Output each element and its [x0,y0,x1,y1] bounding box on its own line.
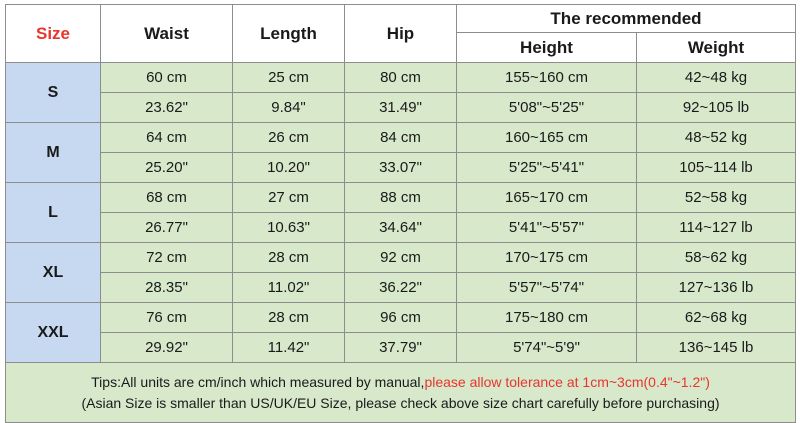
cell-height-ft-m: 5'25"~5'41" [457,153,637,183]
cell-hip-in-s: 31.49" [345,93,457,123]
cell-height-cm-xl: 170~175 cm [457,243,637,273]
cell-height-ft-xxl: 5'74"~5'9" [457,333,637,363]
cell-weight-lb-xl: 127~136 lb [637,273,796,303]
cell-length-in-l: 10.63" [233,213,345,243]
header-size: Size [6,5,101,63]
cell-waist-cm-xl: 72 cm [101,243,233,273]
cell-hip-in-xl: 36.22" [345,273,457,303]
cell-height-cm-m: 160~165 cm [457,123,637,153]
table-row [6,93,796,123]
footer-note-row [6,363,796,423]
cell-waist-cm-xxl: 76 cm [101,303,233,333]
cell-weight-lb-l: 114~127 lb [637,213,796,243]
size-label-l: L [6,183,101,243]
cell-height-ft-xl: 5'57"~5'74" [457,273,637,303]
header-recommended: The recommended [457,5,796,33]
cell-height-cm-l: 165~170 cm [457,183,637,213]
cell-height-cm-s: 155~160 cm [457,63,637,93]
header-length: Length [233,5,345,63]
cell-length-cm-s: 25 cm [233,63,345,93]
size-chart-table [5,4,796,423]
cell-hip-cm-m: 84 cm [345,123,457,153]
header-hip: Hip [345,5,457,63]
size-label-xxl: XXL [6,303,101,363]
cell-hip-in-l: 34.64" [345,213,457,243]
cell-length-in-s: 9.84" [233,93,345,123]
note-line-1-tolerance: please allow tolerance at 1cm~3cm(0.4"~1.2") [424,374,710,391]
note-line-1 [6,372,795,392]
size-label-xl: XL [6,243,101,303]
cell-length-in-xxl: 11.42" [233,333,345,363]
cell-weight-kg-xxl: 62~68 kg [637,303,796,333]
cell-weight-lb-m: 105~114 lb [637,153,796,183]
table-row [6,243,796,273]
header-height: Height [457,33,637,63]
cell-waist-in-m: 25.20" [101,153,233,183]
table-row [6,273,796,303]
table-row [6,213,796,243]
cell-length-cm-xl: 28 cm [233,243,345,273]
cell-hip-in-m: 33.07" [345,153,457,183]
header-waist: Waist [101,5,233,63]
table-header-row-1 [6,5,796,33]
table-row [6,153,796,183]
header-weight: Weight [637,33,796,63]
cell-hip-cm-s: 80 cm [345,63,457,93]
cell-hip-cm-l: 88 cm [345,183,457,213]
cell-weight-kg-s: 42~48 kg [637,63,796,93]
cell-waist-cm-l: 68 cm [101,183,233,213]
cell-length-in-m: 10.20" [233,153,345,183]
table-row [6,123,796,153]
table-row [6,63,796,93]
note-line-1-prefix: Tips:All units are cm/inch which measured by manual, [91,374,425,391]
cell-waist-cm-s: 60 cm [101,63,233,93]
cell-waist-in-xl: 28.35" [101,273,233,303]
cell-waist-in-xxl: 29.92" [101,333,233,363]
cell-waist-in-s: 23.62" [101,93,233,123]
cell-hip-in-xxl: 37.79" [345,333,457,363]
cell-height-ft-s: 5'08"~5'25" [457,93,637,123]
cell-height-ft-l: 5'41"~5'57" [457,213,637,243]
cell-hip-cm-xl: 92 cm [345,243,457,273]
cell-length-cm-m: 26 cm [233,123,345,153]
cell-weight-lb-xxl: 136~145 lb [637,333,796,363]
size-label-m: M [6,123,101,183]
cell-waist-cm-m: 64 cm [101,123,233,153]
cell-weight-kg-m: 48~52 kg [637,123,796,153]
table-row [6,333,796,363]
cell-length-cm-xxl: 28 cm [233,303,345,333]
size-label-s: S [6,63,101,123]
cell-weight-kg-l: 52~58 kg [637,183,796,213]
table-row [6,183,796,213]
table-row [6,303,796,333]
cell-length-in-xl: 11.02" [233,273,345,303]
footer-note [6,363,796,423]
cell-height-cm-xxl: 175~180 cm [457,303,637,333]
cell-hip-cm-xxl: 96 cm [345,303,457,333]
cell-weight-kg-xl: 58~62 kg [637,243,796,273]
cell-length-cm-l: 27 cm [233,183,345,213]
cell-weight-lb-s: 92~105 lb [637,93,796,123]
cell-waist-in-l: 26.77" [101,213,233,243]
note-line-2: (Asian Size is smaller than US/UK/EU Size, please check above size chart carefully before purchasing) [81,394,720,411]
